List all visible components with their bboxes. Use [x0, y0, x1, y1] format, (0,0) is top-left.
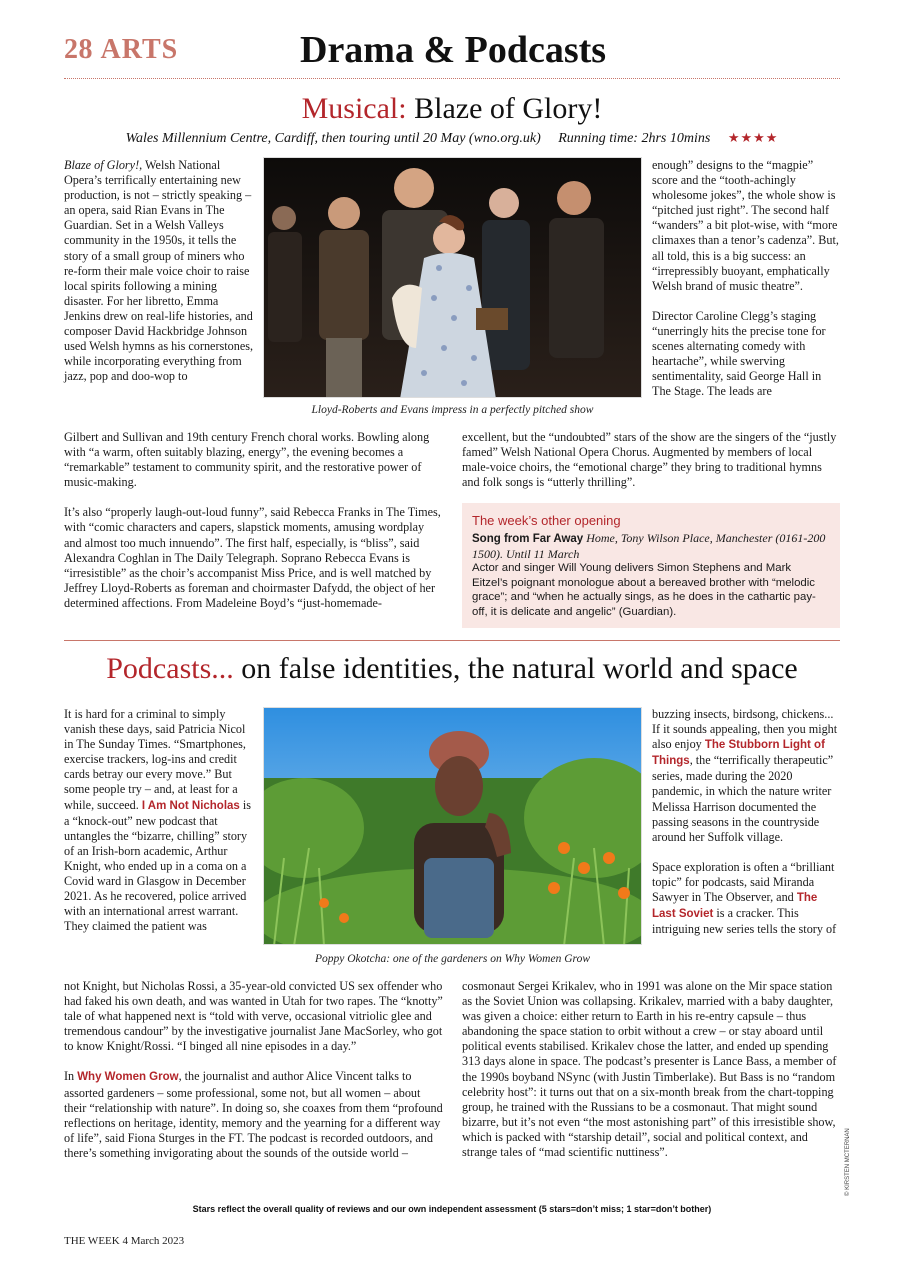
- musical-paragraph: enough” designs to the “magpie” score and the “tooth-achingly wholesome jokes”, the whole show is “pitched just right”. The second half “wanders” a bit plot-wise, with “more climaxes than a tenor’s cadenza”. But, all told, this is a big success: an “irrepressibly buoyant, emphatically Welsh brand of music theatre”.: [652, 158, 839, 293]
- podcasts-title: on false identities, the natural world and space: [233, 652, 798, 685]
- podcasts-paragraph: [64, 1069, 444, 1161]
- section-divider: [64, 640, 840, 641]
- stage-photo-illustration: [264, 158, 642, 398]
- musical-info-line: [64, 130, 840, 147]
- podcasts-right-column: [652, 707, 840, 937]
- musical-photo: [263, 157, 642, 398]
- photo-credit: © KIRSTEN MCTERNAN: [845, 1128, 851, 1196]
- rating-stars: ★★★★: [727, 130, 779, 145]
- page-title: Drama & Podcasts: [300, 29, 607, 71]
- podcasts-text: , the journalist and author Alice Vincent talks to assorted gardeners – some professional, some not, but all women – about their “relationship with nature”. In doing so, she coaxes from them “profound reflections on heritage, identity, memory and the yearning for a different way of life”, said Fiona Sturges in the FT. The podcast is recorded outdoors, and there’s something invigorating about the sounds of the outside world –: [64, 1069, 443, 1160]
- podcasts-kicker: Podcasts...: [106, 652, 234, 685]
- podcasts-text: is a “knock-out” new podcast that untangles the “bizarre, chilling” story of an Irish-born academic, Arthur Knight, who ended up in a coma on a Covid ward in Glasgow in December 2021. As he recovered, police arrived with an international arrest warrant. They claimed the patient was: [64, 797, 252, 934]
- podcasts-paragraph: [652, 860, 840, 937]
- podcast-title-why-women-grow: Why Women Grow: [77, 1071, 179, 1084]
- podcasts-left-column: [64, 707, 256, 934]
- musical-right-wide: excellent, but the “undoubted” stars of the show are the singers of the “justly famed” Welsh National Opera Chorus. Augmented by members of local male-voice choirs, the “emotional charge” they bring to traditional hymns and folk songs is “utterly thrilling”.: [462, 430, 837, 490]
- podcasts-text: , the “terrifically therapeutic” series, made during the 2020 pandemic, in which the nature writer Melissa Harrison documented the passing seasons in the countryside around her Suffolk village.: [652, 753, 834, 844]
- podcasts-paragraph: not Knight, but Nicholas Rossi, a 35-year-old convicted US sex offender who had faked his own death, and was wanted in Utah for two rapes. The “knotty” tale of what happened next is “told with verve, occasional vitriolic glee and tremendous candour” by the investigative journalist Jane MacSorley, who got to know Knight/Rossi. “I binged all nine episodes in a day.”: [64, 979, 443, 1054]
- musical-running-time: Running time: 2hrs 10mins: [558, 131, 711, 146]
- section-label: ARTS: [100, 34, 179, 65]
- musical-paragraph: Director Caroline Clegg’s staging “unerringly hits the precise tone for scenes alternating comedy with heartache”, while swerving sentimentality, said George Hall in The Stage. The leads are: [652, 308, 826, 399]
- podcasts-text: It is hard for a criminal to simply vanish these days, said Patricia Nicol in The Sunday Times. “Smartphones, exercise trackers, log-ins and credit cards betray our every move.” But some people try – and, at least for a while, succeed.: [64, 707, 246, 812]
- podcasts-right-wide: cosmonaut Sergei Krikalev, who in 1991 was alone on the Mir space station as the Soviet Union was collapsing. Krikalev, married with a baby daughter, was given a choice: either return to Earth in his re-entry capsule – thus abandoning the space station to orbit without a crew – or stay aboard until political events stabilised. Krikalev chose the latter, and ended up spending 313 days alone in space. The podcast’s presenter is Lance Bass, a member of the 1990s boyband NSync (with Justin Timberlake). But Bass is no “random celebrity host”: it turns out that on a six-month break from the chart-topping group, he trained with the Russians to be a cosmonaut. That might sound bizarre, but it’s not even “the most astonishing part” of this irresistible show, which is packed with “starship detail”, social and political context, and strange tales of “mad scientific nuttiness”.: [462, 979, 837, 1160]
- podcast-title-stubborn-light: The Stubborn Light of Things: [652, 739, 825, 768]
- stars-footnote: Stars reflect the overall quality of reviews and our own independent assessment (5 stars=don’t miss; 1 star=don’t bother): [192, 1204, 712, 1214]
- other-opening-heading: The week’s other opening: [472, 513, 621, 528]
- musical-venue: Wales Millennium Centre, Cardiff, then touring until 20 May (wno.org.uk): [125, 131, 541, 146]
- page-folio: THE WEEK 4 March 2023: [64, 1235, 185, 1247]
- other-opening-details: [472, 531, 830, 561]
- other-opening-venue: Home, Tony Wilson Place, Manchester (0161-200 1500). Until 11 March: [472, 531, 826, 561]
- page-number: 28: [64, 34, 93, 65]
- podcasts-photo: [263, 707, 642, 945]
- musical-right-column: [652, 158, 840, 399]
- podcasts-photo-caption: Poppy Okotcha: one of the gardeners on Why Women Grow: [315, 953, 590, 965]
- musical-paragraph: It’s also “properly laugh-out-loud funny”, said Rebecca Franks in The Times, with “comic characters and capers, slapstick moments, amusing wordplay and almost too much innuendo”. The first half, especially, is “bliss”, said Alexandra Coghlan in The Daily Telegraph. Soprano Rebecca Evans is “irresistible” as the choir’s accompanist Miss Price, and is well matched by Jeffrey Lloyd-Roberts as foreman and choirmaster Dafydd, the object of her determined affections. From Madeleine Boyd’s “just-homemade-: [64, 505, 441, 610]
- podcasts-headline: [64, 652, 840, 686]
- musical-opening-title: Blaze of Glory!: [64, 158, 140, 172]
- musical-left-column: [64, 158, 256, 384]
- podcast-title-last-soviet: The Last Soviet: [652, 892, 818, 921]
- musical-title: Blaze of Glory!: [406, 92, 603, 125]
- musical-paragraph: Gilbert and Sullivan and 19th century French choral works. Bowling along with “a warm, often suitably blazing, energy”, the evening becomes a “remarkable” testament to community spirit, and the restorative power of music-making.: [64, 430, 430, 490]
- other-opening-show: Song from Far Away: [472, 533, 584, 545]
- podcasts-text: In: [64, 1069, 78, 1084]
- header-divider: [64, 78, 840, 79]
- section-header: [64, 34, 178, 66]
- podcasts-text: is a cracker. This intriguing new series tells the story of: [652, 906, 837, 937]
- musical-photo-caption: Lloyd-Roberts and Evans impress in a perfectly pitched show: [311, 404, 594, 416]
- podcasts-left-wide: [64, 979, 444, 1161]
- podcasts-paragraph: [652, 707, 840, 845]
- other-opening-body: Actor and singer Will Young delivers Simon Stephens and Mark Eitzel’s poignant monologue about a bereaved brother with “melodic grace”; and “when he actually sings, as he does in the cathartic pay-off, it is delicate and angelic” (Guardian).: [472, 562, 816, 618]
- musical-left-text: , Welsh National Opera’s terrifically entertaining new production, is not – strictly speaking – an opera, said Rian Evans in The Guardian. Set in a Welsh Valleys community in the 1950s, it tells the story of a small group of miners who re-form their male voice choir to raise local spirits following a mining disaster. For her libretto, Emma Jenkins drew on real-life histories, and composer David Hackbridge Johnson used Welsh hymns as his cornerstones, while incorporating everything from jazz, pop and doo-wop to: [64, 158, 254, 384]
- garden-photo-illustration: [264, 708, 642, 945]
- other-opening-box: [462, 503, 840, 628]
- musical-kicker: Musical:: [301, 92, 407, 125]
- musical-headline: [64, 92, 840, 126]
- podcasts-text: Space exploration is often a “brilliant topic” for podcasts, said Miranda Sawyer in The Observer, and: [652, 859, 835, 905]
- podcast-title-i-am-not-nicholas: I Am Not Nicholas: [141, 799, 240, 812]
- musical-left-wide: [64, 430, 444, 611]
- podcasts-text: buzzing insects, birdsong, chickens... If it sounds appealing, then you might also enjoy: [652, 707, 838, 752]
